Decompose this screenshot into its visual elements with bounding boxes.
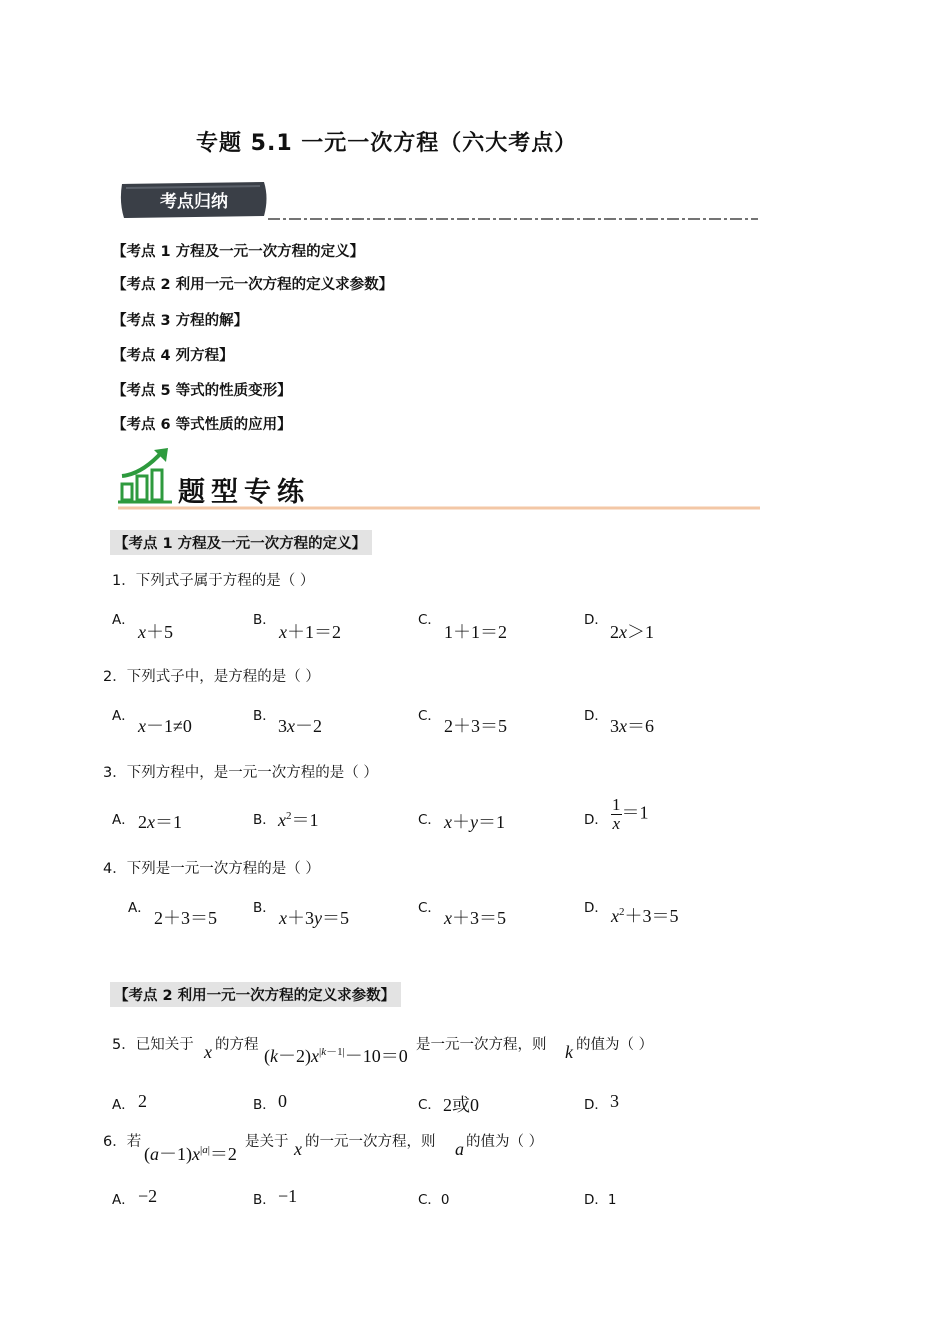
q5-option-c: 2或0: [443, 1095, 479, 1115]
q5-option-a-label: A．: [112, 1097, 135, 1113]
question-5-part4: 的值为（ ）: [576, 1037, 654, 1053]
q2-option-c: 2＋3＝5: [444, 716, 507, 736]
badge-label: 考点归纳: [160, 192, 228, 212]
question-5-part2: 的方程: [215, 1037, 259, 1053]
q5-var-k: k: [565, 1042, 573, 1062]
q5-equation: $(k-2)x^{|k-1|}-10=0$: [264, 1046, 408, 1066]
q1-option-a: x＋5: [138, 622, 173, 642]
kaodian-item-6: 【考点 6 等式性质的应用】: [112, 417, 292, 433]
q3-option-b: $x^2=1$: [278, 810, 319, 830]
q6-option-b-label: B．: [253, 1192, 276, 1208]
q6-equation: $(a-1)x^{|a|}=2$: [144, 1144, 237, 1164]
q4-option-a-label: A．: [128, 900, 151, 916]
q2-option-c-label: C．: [418, 708, 441, 724]
q2-option-a-label: A．: [112, 708, 135, 724]
question-1-stem: 1．下列式子属于方程的是（ ）: [112, 573, 315, 589]
page-title: 专题 5.1 一元一次方程（六大考点）: [196, 131, 578, 156]
q4-option-a: 2＋3＝5: [154, 908, 217, 928]
kaodian-item-2: 【考点 2 利用一元一次方程的定义求参数】: [112, 277, 394, 293]
question-6-part4: 的值为（ ）: [466, 1134, 544, 1150]
q2-option-d: 3x＝6: [610, 716, 654, 736]
banner-title: 题型专练: [178, 477, 310, 508]
kaodian-badge: [118, 180, 270, 220]
q4-option-b-label: B．: [253, 900, 276, 916]
q1-option-c-label: C．: [418, 612, 441, 628]
question-2-stem: 2．下列式子中，是方程的是（ ）: [103, 669, 320, 685]
q4-option-d-label: D．: [584, 900, 608, 916]
q2-option-b: 3x－2: [278, 716, 322, 736]
section-heading-2: 【考点 2 利用一元一次方程的定义求参数】: [110, 982, 401, 1007]
section-heading-1: 【考点 1 方程及一元一次方程的定义】: [110, 530, 372, 555]
question-4-stem: 4．下列是一元一次方程的是（ ）: [103, 861, 320, 877]
dash-divider: [268, 214, 758, 222]
q5-option-d-label: D．: [584, 1097, 608, 1113]
q6-option-a-label: A．: [112, 1192, 135, 1208]
q1-option-d: 2x＞1: [610, 622, 654, 642]
q3-option-a-label: A．: [112, 812, 135, 828]
question-5-part1: 5．已知关于: [112, 1037, 194, 1053]
question-3-stem: 3．下列方程中，是一元一次方程的是（ ）: [103, 765, 378, 781]
q3-option-a: 2x＝1: [138, 812, 182, 832]
q6-var-x: x: [294, 1139, 302, 1159]
q2-option-b-label: B．: [253, 708, 276, 724]
q3-option-d: $\frac{1}{x}$ ＝1: [612, 795, 649, 833]
q1-option-b: x＋1＝2: [279, 622, 341, 642]
q3-option-c-label: C．: [418, 812, 441, 828]
question-5-part3: 是一元一次方程，则: [416, 1037, 547, 1053]
kaodian-item-5: 【考点 5 等式的性质变形】: [112, 383, 292, 399]
q4-option-d: $x^2+3=5$: [611, 906, 679, 926]
q6-option-c: C．0: [418, 1192, 450, 1208]
q1-option-b-label: B．: [253, 612, 276, 628]
q3-option-c: x＋y＝1: [444, 812, 505, 832]
question-6-part2: 是关于: [245, 1134, 289, 1150]
q1-option-c: 1＋1＝2: [444, 622, 507, 642]
question-6-part1: 6．若: [103, 1134, 142, 1150]
q4-option-b: x＋3y＝5: [279, 908, 349, 928]
q4-option-c-label: C．: [418, 900, 441, 916]
q3-option-d-label: D．: [584, 812, 608, 828]
bar-chart-icon: [118, 448, 172, 502]
q3-option-b-label: B．: [253, 812, 276, 828]
q6-option-b: −1: [278, 1186, 298, 1206]
q1-option-d-label: D．: [584, 612, 608, 628]
q2-option-d-label: D．: [584, 708, 608, 724]
q5-option-a: 2: [138, 1091, 147, 1111]
kaodian-item-4: 【考点 4 列方程】: [112, 348, 234, 364]
q5-var-x: x: [204, 1042, 212, 1062]
q6-var-a: a: [455, 1139, 464, 1159]
q5-option-b-label: B．: [253, 1097, 276, 1113]
kaodian-item-3: 【考点 3 方程的解】: [112, 313, 249, 329]
kaodian-item-1: 【考点 1 方程及一元一次方程的定义】: [112, 244, 365, 260]
q2-option-a: x－1≠0: [138, 716, 192, 736]
q5-option-c-label: C．: [418, 1097, 441, 1113]
q6-option-a: −2: [138, 1186, 158, 1206]
q6-option-d: D．1: [584, 1192, 617, 1208]
q5-option-b: 0: [278, 1091, 287, 1111]
q1-option-a-label: A．: [112, 612, 135, 628]
question-6-part3: 的一元一次方程，则: [305, 1134, 436, 1150]
q4-option-c: x＋3＝5: [444, 908, 506, 928]
q5-option-d: 3: [610, 1091, 619, 1111]
